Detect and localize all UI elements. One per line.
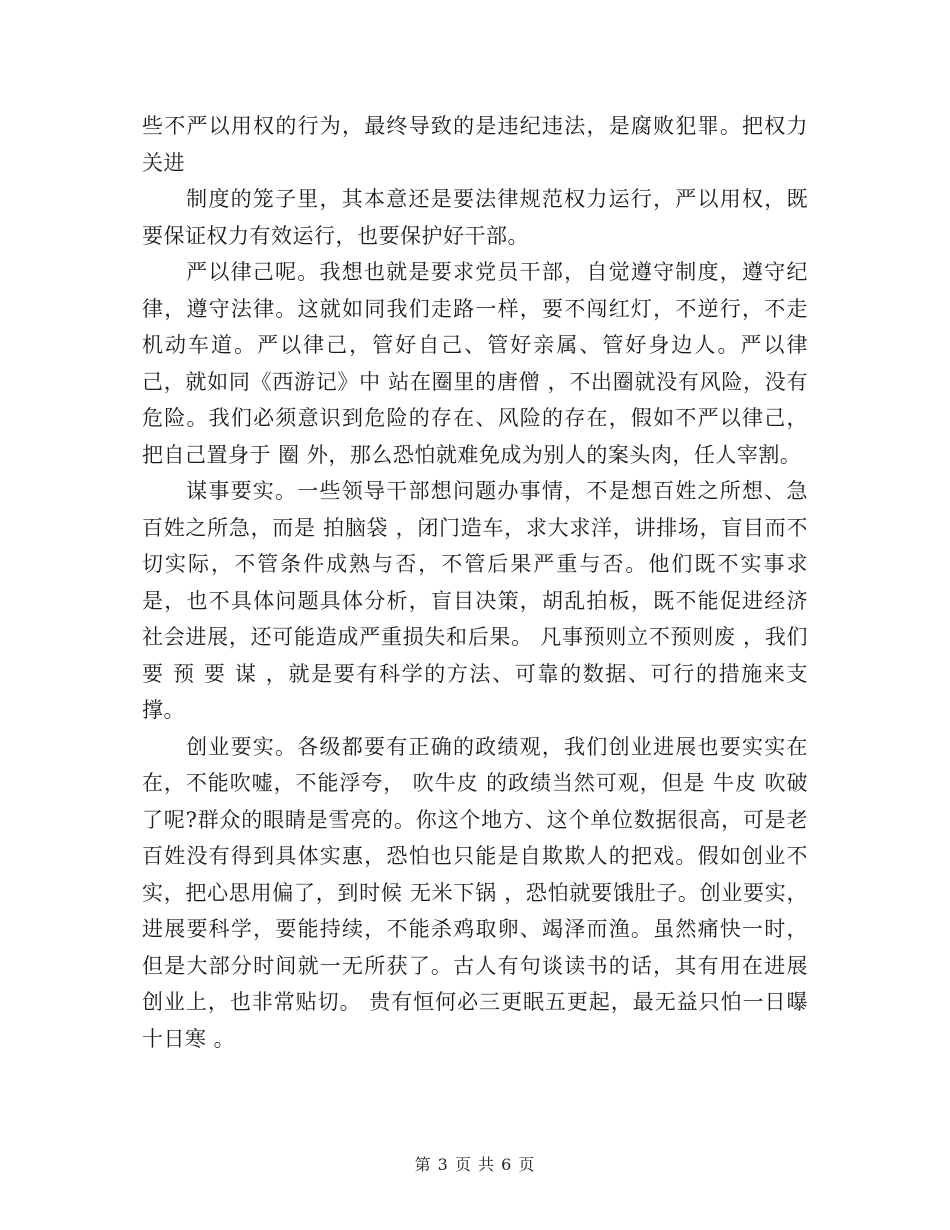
paragraph-4: 谋事要实。一些领导干部想问题办事情，不是想百姓之所想、急百姓之所急，而是 拍脑袋 ，闭门造车，求大求洋，讲排场，盲目而不切实际，不管条件成熟与否，不管后果严重与否。他们既不实事求是，也不具体问题具体分析，盲目决策，胡乱拍板，既不能促进经济社会进展，还可能造成严重损失和后果。 凡事预则立不预则废 ，我们要 预 要 谋 ，就是要有科学的方法、可靠的数据、可行的措施来支撑。 xyxy=(142,479,808,722)
paragraph-2: 制度的笼子里，其本意还是要法律规范权力运行，严以用权，既要保证权力有效运行，也要保护好干部。 xyxy=(142,187,808,248)
paragraph-1: 些不严以用权的行为，最终导致的是违纪违法，是腐败犯罪。把权力关进 xyxy=(142,114,808,175)
page-number-label: 第 3 页 共 6 页 xyxy=(414,1155,536,1174)
paragraph-5: 创业要实。各级都要有正确的政绩观，我们创业进展也要实实在在，不能吹嘘，不能浮夸， 吹牛皮 的政绩当然可观，但是 牛皮 吹破了呢?群众的眼睛是雪亮的。你这个地方、这个单位数据很高，可是老百姓没有得到具体实惠，恐怕也只能是自欺欺人的把戏。假如创业不实，把心思用偏了，到时候 无米下锅 ，恐怕就要饿肚子。创业要实，进展要科学，要能持续，不能杀鸡取卵、竭泽而渔。虽然痛快一时，但是大部分时间就一无所获了。古人有句谈读书的话，其有用在进展创业上，也非常贴切。 贵有恒何必三更眠五更起，最无益只怕一日曝十日寒 。 xyxy=(142,734,808,1051)
page-footer xyxy=(0,1152,950,1175)
document-body xyxy=(142,108,808,1057)
paragraph-3: 严以律己呢。我想也就是要求党员干部，自觉遵守制度，遵守纪律，遵守法律。这就如同我们走路一样，要不闯红灯，不逆行，不走机动车道。严以律己，管好自己、管好亲属、管好身边人。严以律己，就如同《西游记》中 站在圈里的唐僧 ，不出圈就没有风险，没有危险。我们必须意识到危险的存在、风险的存在，假如不严以律己，把自己置身于 圈 外，那么恐怕就难免成为别人的案头肉，任人宰割。 xyxy=(142,260,808,467)
